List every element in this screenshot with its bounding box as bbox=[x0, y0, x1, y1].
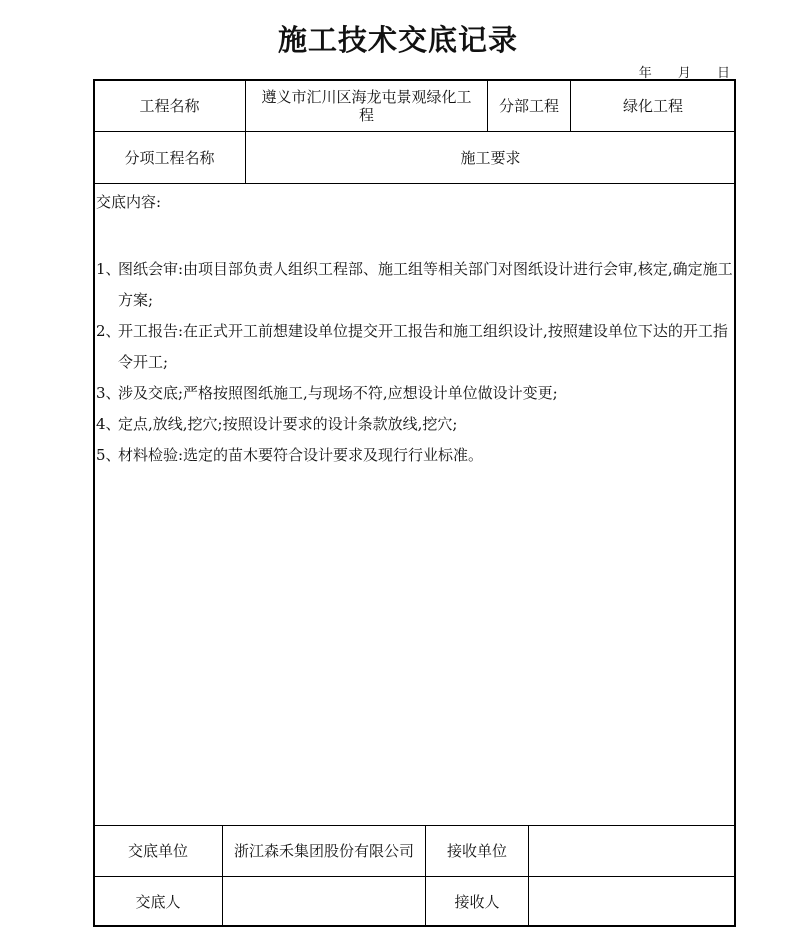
item-text: 开工报告:在正式开工前想建设单位提交开工报告和施工组织设计,按照建设单位下达的开工指令开工; bbox=[118, 322, 728, 371]
receiving-unit-value bbox=[529, 826, 735, 876]
list-item bbox=[96, 378, 738, 409]
list-item bbox=[96, 316, 738, 378]
receiving-unit-label: 接收单位 bbox=[446, 842, 507, 860]
sub-project-label: 分部工程 bbox=[498, 96, 559, 115]
item-number: 1、 bbox=[96, 260, 121, 278]
project-name-label: 工程名称 bbox=[139, 96, 200, 115]
content-label: 交底内容: bbox=[96, 193, 162, 211]
deliverer-label: 交底人 bbox=[135, 892, 181, 911]
item-number: 4、 bbox=[96, 415, 121, 433]
document-title: 施工技术交底记录 bbox=[277, 23, 518, 57]
item-project-label: 分项工程名称 bbox=[124, 148, 215, 167]
list-item bbox=[96, 254, 738, 316]
project-name-line-2: 程 bbox=[358, 105, 374, 124]
item-number: 5、 bbox=[96, 446, 121, 464]
deliverer-value bbox=[223, 877, 425, 926]
sub-project-value: 绿化工程 bbox=[622, 96, 683, 115]
content-list bbox=[96, 254, 738, 471]
list-item bbox=[96, 409, 738, 440]
item-text: 定点,放线,挖穴;按照设计要求的设计条款放线,挖穴; bbox=[118, 415, 458, 433]
list-item bbox=[96, 440, 738, 471]
delivering-unit-label: 交底单位 bbox=[127, 842, 188, 860]
item-text: 涉及交底;严格按照图纸施工,与现场不符,应想设计单位做设计变更; bbox=[118, 384, 558, 402]
item-number: 2、 bbox=[96, 322, 121, 340]
delivering-unit-value: 浙江森禾集团股份有限公司 bbox=[233, 842, 414, 860]
item-text: 材料检验:选定的苗木要符合设计要求及现行行业标准。 bbox=[118, 446, 484, 464]
receiver-label: 接收人 bbox=[454, 892, 500, 911]
date-line: 年 月 日 bbox=[638, 66, 730, 81]
item-number: 3、 bbox=[96, 384, 121, 402]
form-table bbox=[93, 79, 736, 927]
row-divider bbox=[93, 183, 736, 184]
project-name-line-1: 遵义市汇川区海龙屯景观绿化工 bbox=[261, 87, 472, 106]
project-name-value bbox=[246, 80, 487, 131]
item-text: 图纸会审:由项目部负责人组织工程部、施工组等相关部门对图纸设计进行会审,核定,确定施工方案; bbox=[118, 260, 733, 309]
item-project-value: 施工要求 bbox=[460, 148, 521, 167]
receiver-value bbox=[529, 877, 735, 926]
